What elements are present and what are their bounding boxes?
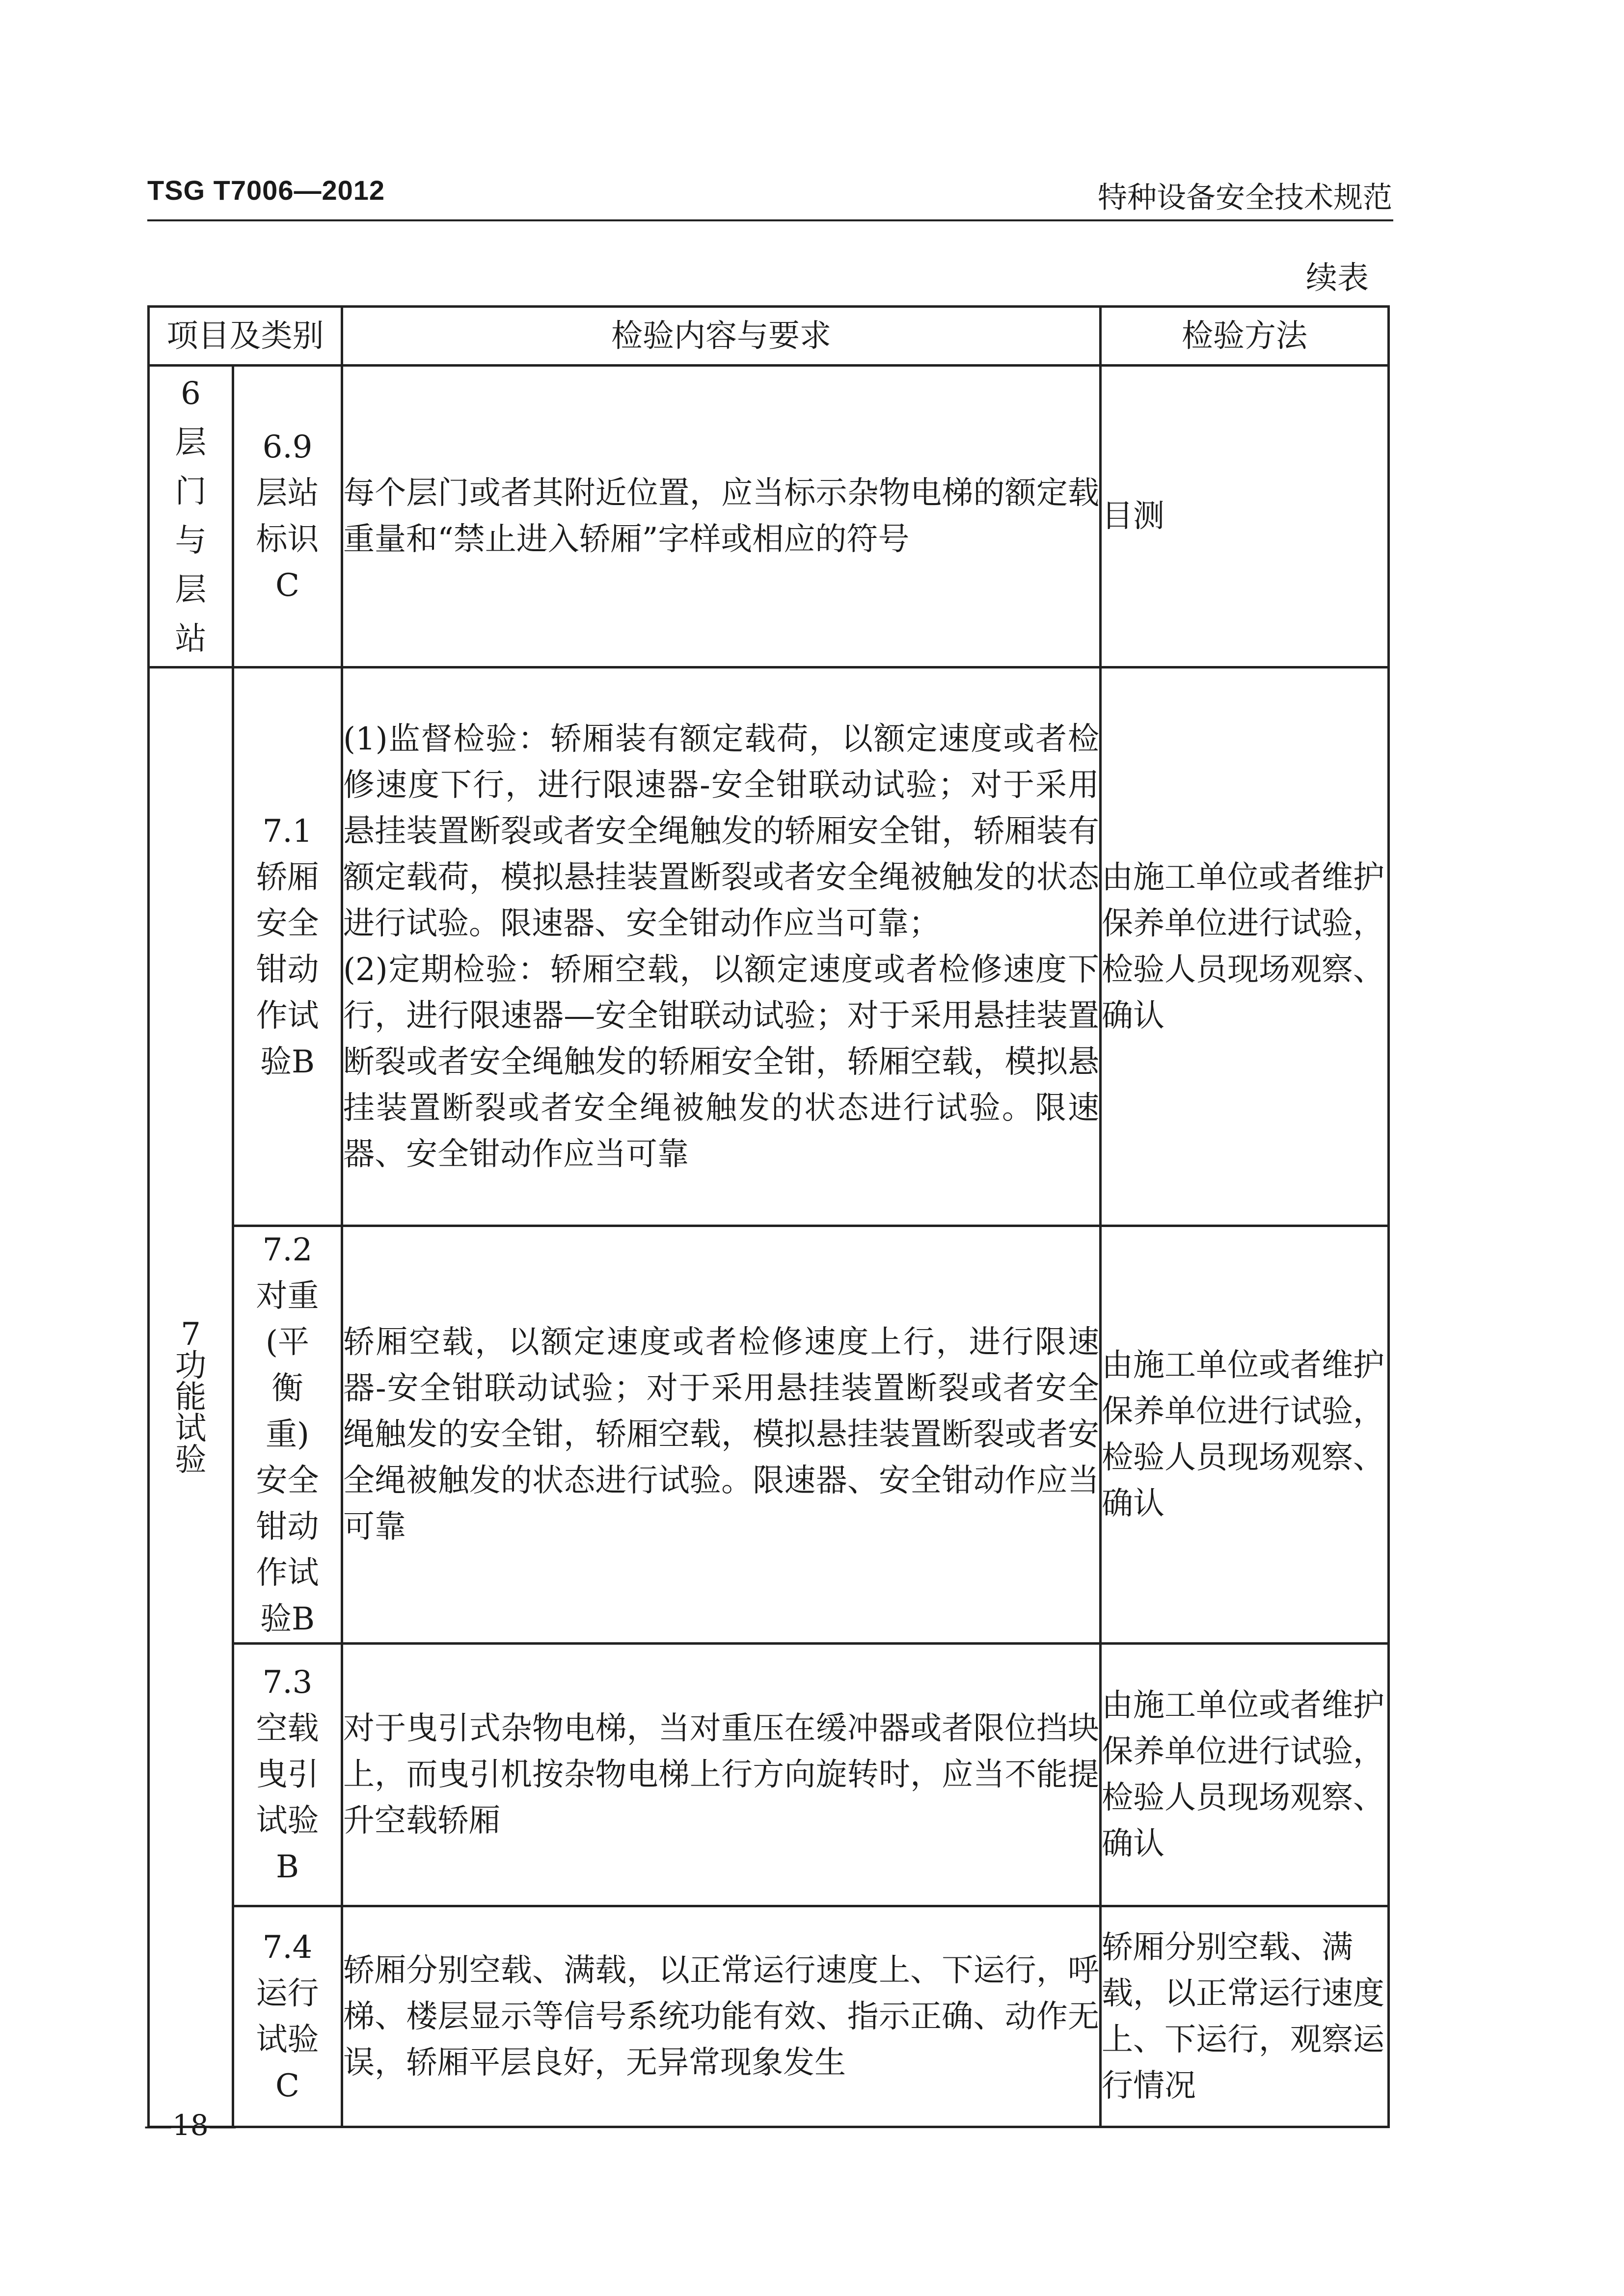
table-row — [149, 1644, 1389, 1906]
subcategory-label: 7.2对重(平衡重)安全钳动作试验B — [256, 1232, 319, 1637]
subcategory-label: 7.3空载曳引试验B — [256, 1664, 319, 1885]
category-label: 7功能试验 — [175, 1316, 207, 1478]
subcategory-label: 7.1轿厢安全钳动作试验B — [256, 813, 319, 1080]
method-cell: 由施工单位或者维护保养单位进行试验，检验人员现场观察、确认 — [1101, 1644, 1389, 1906]
header-requirement: 检验内容与要求 — [342, 307, 1101, 366]
requirement-item: (2)定期检验：轿厢空载，以额定速度或者检修速度下行，进行限速器—安全钳联动试验；对于采用悬挂装置断裂或者安全绳触发的轿厢安全钳，轿厢空载，模拟悬挂装置断裂或者安全绳被触发的状态进行试验。限速器、安全钳动作应当可靠 — [343, 951, 1099, 1173]
category-cell — [149, 366, 233, 667]
table-header-row — [149, 307, 1389, 366]
category-label: 6层门与层站 — [175, 375, 207, 657]
category-cell — [149, 667, 233, 2127]
subcategory-label: 7.4运行试验C — [256, 1929, 319, 2104]
method-cell: 轿厢分别空载、满载，以正常运行速度上、下运行，观察运行情况 — [1101, 1906, 1389, 2127]
header-method: 检验方法 — [1101, 307, 1389, 366]
requirement-cell: 每个层门或者其附近位置，应当标示杂物电梯的额定载重量和“禁止进入轿厢”字样或相应的符号 — [342, 366, 1101, 667]
method-cell: 由施工单位或者维护保养单位进行试验，检验人员现场观察、确认 — [1101, 1226, 1389, 1644]
document-title: 特种设备安全技术规范 — [1098, 181, 1392, 215]
subcategory-cell — [233, 667, 342, 1226]
standard-code: TSG T7006—2012 — [147, 175, 385, 206]
inspection-table — [147, 305, 1390, 2128]
subcategory-cell — [233, 1906, 342, 2127]
page-number: —18— — [144, 2109, 237, 2142]
header-divider — [147, 219, 1393, 221]
subcategory-cell — [233, 1644, 342, 1906]
table-row — [149, 1226, 1389, 1644]
requirement-cell: 轿厢分别空载、满载，以正常运行速度上、下运行，呼梯、楼层显示等信号系统功能有效、指示正确、动作无误，轿厢平层良好，无异常现象发生 — [342, 1906, 1101, 2127]
table-row — [149, 667, 1389, 1226]
subcategory-label: 6.9层站标识C — [256, 429, 319, 604]
table-row — [149, 366, 1389, 667]
table-row — [149, 1906, 1389, 2127]
method-cell: 目测 — [1101, 366, 1389, 667]
subcategory-cell — [233, 366, 342, 667]
requirement-cell — [342, 667, 1101, 1226]
requirement-cell: 轿厢空载，以额定速度或者检修速度上行，进行限速器-安全钳联动试验；对于采用悬挂装置断裂或者安全绳触发的安全钳，轿厢空载，模拟悬挂装置断裂或者安全绳被触发的状态进行试验。限速器、安全钳动作应当可靠 — [342, 1226, 1101, 1644]
requirement-cell: 对于曳引式杂物电梯，当对重压在缓冲器或者限位挡块上，而曳引机按杂物电梯上行方向旋转时，应当不能提升空载轿厢 — [342, 1644, 1101, 1906]
continued-label: 续表 — [1306, 260, 1369, 296]
header-category: 项目及类别 — [149, 307, 342, 366]
method-cell: 由施工单位或者维护保养单位进行试验，检验人员现场观察、确认 — [1101, 667, 1389, 1226]
requirement-item: (1)监督检验：轿厢装有额定载荷，以额定速度或者检修速度下行，进行限速器-安全钳联动试验；对于采用悬挂装置断裂或者安全绳触发的轿厢安全钳，轿厢装有额定载荷，模拟悬挂装置断裂或者安全绳被触发的状态进行试验。限速器、安全钳动作应当可靠； — [343, 721, 1099, 942]
subcategory-cell — [233, 1226, 342, 1644]
